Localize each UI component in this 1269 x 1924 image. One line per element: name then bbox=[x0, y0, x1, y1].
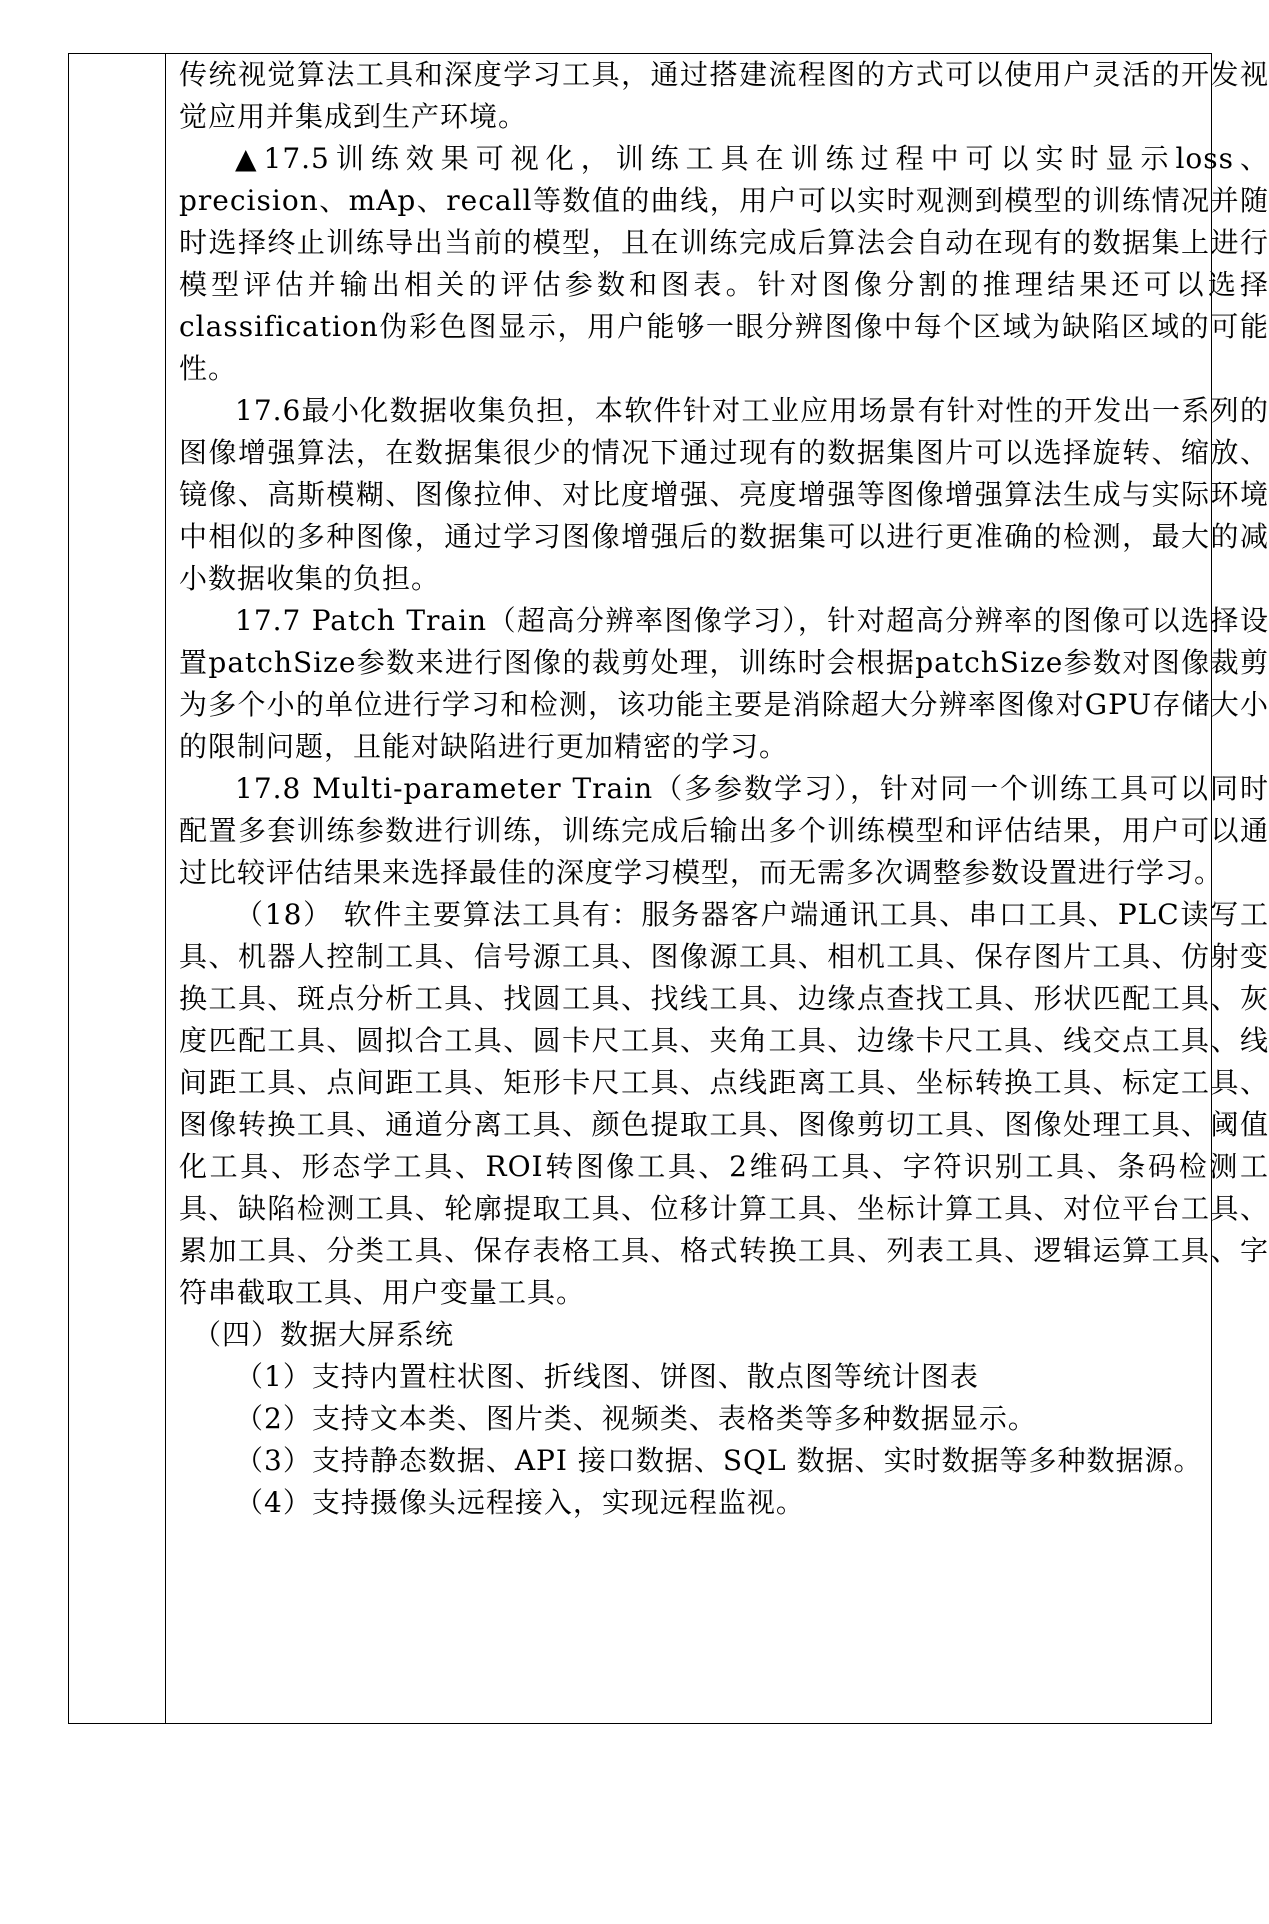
column-divider bbox=[165, 54, 166, 1723]
paragraph-intro-continued: 传统视觉算法工具和深度学习工具，通过搭建流程图的方式可以使用户灵活的开发视觉应用并集成到生产环境。 bbox=[179, 58, 1269, 133]
list-item: （3）支持静态数据、API 接口数据、SQL 数据、实时数据等多种数据源。 bbox=[235, 1444, 1203, 1477]
paragraph-18-tools: （18） 软件主要算法工具有：服务器客户端通讯工具、串口工具、PLC读写工具、机器人控制工具、信号源工具、图像源工具、相机工具、保存图片工具、仿射变换工具、斑点分析工具、找圆工具、找线工具、边缘点查找工具、形状匹配工具、灰度匹配工具、圆拟合工具、圆卡尺工具、夹角工具、边缘卡尺工具、线交点工具、线间距工具、点间距工具、矩形卡尺工具、点线距离工具、坐标转换工具、标定工具、图像转换工具、通道分离工具、颜色提取工具、图像剪切工具、图像处理工具、阈值化工具、形态学工具、ROI转图像工具、2维码工具、字符识别工具、条码检测工具、缺陷检测工具、轮廓提取工具、位移计算工具、坐标计算工具、对位平台工具、累加工具、分类工具、保存表格工具、格式转换工具、列表工具、逻辑运算工具、字符串截取工具、用户变量工具。 bbox=[179, 898, 1269, 1309]
list-item: （4）支持摄像头远程接入，实现远程监视。 bbox=[235, 1486, 805, 1519]
section-heading: （四）数据大屏系统 bbox=[193, 1318, 455, 1351]
list-item: （1）支持内置柱状图、折线图、饼图、散点图等统计图表 bbox=[235, 1360, 979, 1393]
list-item: （2）支持文本类、图片类、视频类、表格类等多种数据显示。 bbox=[235, 1402, 1037, 1435]
document-table bbox=[68, 53, 1269, 1724]
paragraph-17-5: ▲17.5训练效果可视化，训练工具在训练过程中可以实时显示loss、precision、mAp、recall等数值的曲线，用户可以实时观测到模型的训练情况并随时选择终止训练导出当前的模型，且在训练完成后算法会自动在现有的数据集上进行模型评估并输出相关的评估参数和图表。针对图像分割的推理结果还可以选择classification伪彩色图显示，用户能够一眼分辨图像中每个区域为缺陷区域的可能性。 bbox=[179, 142, 1269, 385]
content-cell bbox=[179, 54, 1269, 1524]
paragraph-17-7: 17.7 Patch Train（超高分辨率图像学习），针对超高分辨率的图像可以选择设置patchSize参数来进行图像的裁剪处理，训练时会根据patchSize参数对图像裁剪为多个小的单位进行学习和检测，该功能主要是消除超大分辨率图像对GPU存储大小的限制问题，且能对缺陷进行更加精密的学习。 bbox=[179, 604, 1269, 763]
paragraph-17-6: 17.6最小化数据收集负担，本软件针对工业应用场景有针对性的开发出一系列的图像增强算法，在数据集很少的情况下通过现有的数据集图片可以选择旋转、缩放、镜像、高斯模糊、图像拉伸、对比度增强、亮度增强等图像增强算法生成与实际环境中相似的多种图像，通过学习图像增强后的数据集可以进行更准确的检测，最大的减小数据收集的负担。 bbox=[179, 394, 1269, 595]
paragraph-17-8: 17.8 Multi-parameter Train（多参数学习），针对同一个训练工具可以同时配置多套训练参数进行训练，训练完成后输出多个训练模型和评估结果，用户可以通过比较评估结果来选择最佳的深度学习模型，而无需多次调整参数设置进行学习。 bbox=[179, 772, 1269, 889]
